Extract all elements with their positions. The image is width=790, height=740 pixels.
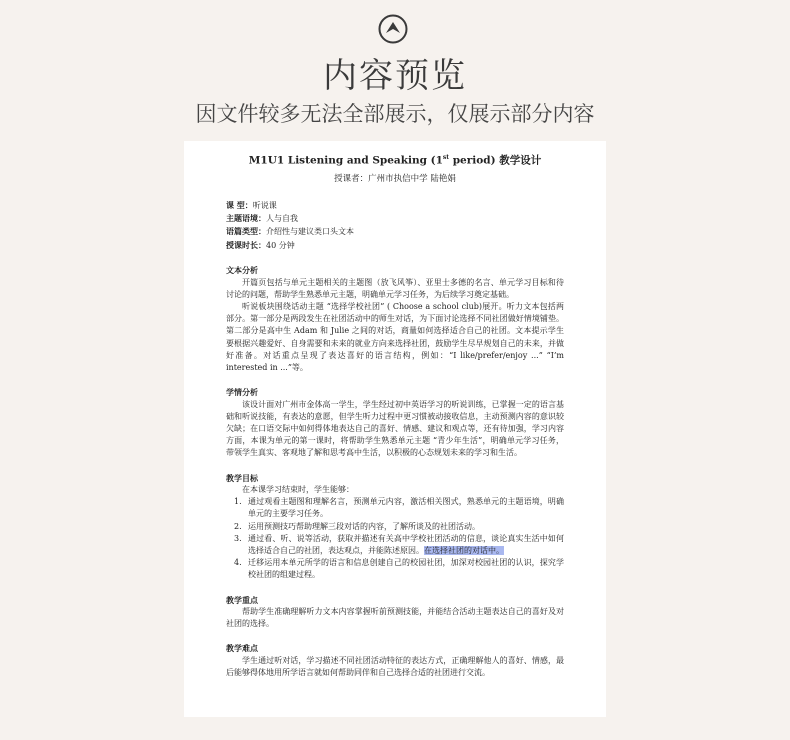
section-heading-text-analysis: 文本分析 xyxy=(226,265,258,276)
meta-row: 课 型：听说课 xyxy=(226,199,277,210)
section-heading-learner-analysis: 学情分析 xyxy=(226,387,258,398)
objectives-intro: 在本课学习结束时，学生能够： xyxy=(242,484,354,494)
list-item: 2. 运用预测技巧帮助理解三段对话的内容，了解所谈及的社团活动。 xyxy=(234,521,480,531)
section-heading-key-points: 教学重点 xyxy=(226,594,258,605)
highlighted-text[interactable]: 在选择社团的对话中。 xyxy=(424,546,504,555)
list-item: 3. 通过看、听、说等活动，获取并描述有关高中学校社团活动的信息，谈论真实生活中如何选择适合自己的社团，表达观点，并能陈述原因。在选择社团的对话中。 xyxy=(234,533,564,555)
list-item: 1. 通过观看主题图和理解名言，预测单元内容，激活相关图式，熟悉单元的主题语境，明确单元的主要学习任务。 xyxy=(234,497,564,519)
document-title: M1U1 Listening and Speaking (1st period) 教学设计 xyxy=(248,154,542,167)
objectives-list xyxy=(226,496,564,581)
page-title: 内容预览 xyxy=(323,56,467,96)
document-preview xyxy=(184,141,606,717)
paragraph: 开篇页包括与单元主题相关的主题图（放飞风筝）、亚里士多德的名言、单元学习目标和待讨论的问题，帮助学生熟悉单元主题，明确单元学习任务，为后续学习奠定基础。 xyxy=(226,277,564,299)
meta-row: 语篇类型：介绍性与建议类口头文本 xyxy=(226,226,354,237)
section-heading-difficulties: 教学难点 xyxy=(226,643,258,654)
meta-row: 主题语境：人与自我 xyxy=(226,212,298,223)
paragraph: 听说板块围绕话动主题 “选择学校社团” ( Choose a school club)展开。听力文本包括两部分。第一部分是两段发生在社团活动中的师生对话，为下面讨论选择不同社团做好情境铺垫。第二部分是高中生 Adam 和 Julie 之间的对话，商量如何选择适合自己的社团。文本提示学生要根据兴趣爱好、自身需要和未来的就业方向来选择社团，鼓励学生尽早规划自己的未来，并做好准备。对话重点呈现了表达喜好的语言结构，例如：“I like/prefer/enjoy ...” “I’m interested in ...”等。 xyxy=(226,301,564,372)
list-item: 4. 迁移运用本单元所学的语言和信息创建自己的校园社团，加深对校园社团的认识，探究学校社团的组建过程。 xyxy=(234,558,564,580)
section-heading-objectives: 教学目标 xyxy=(226,472,258,483)
document-author: 授课者：广州市执信中学 陆艳娟 xyxy=(334,173,456,184)
chevron-up-circle-icon[interactable] xyxy=(378,14,408,44)
paragraph: 学生通过听对话，学习描述不同社团活动特征的表达方式，正确理解他人的喜好、情感，最后能够得体地用所学语言就如何帮助同伴和自己选择合适的社团进行交流。 xyxy=(226,655,564,678)
page-subtitle: 因文件较多无法全部展示，仅展示部分内容 xyxy=(195,102,595,126)
meta-row: 授课时长：40 分钟 xyxy=(226,239,295,250)
paragraph: 帮助学生准确理解听力文本内容掌握听前预测技能，并能结合活动主题表达自己的喜好及对社团的选择。 xyxy=(226,607,564,629)
paragraph: 该设计面对广州市金体高一学生，学生经过初中英语学习的听说训练，已掌握一定的语言基础和听说技能，有表达的意愿，但学生听力过程中更习惯被动接收信息，主动预测内容的意识较欠缺；在口语交际中如何得体地表达自己的喜好、情感、建议和观点等，还有待加强，学习内容方面，本课为单元的第一课时，将帮助学生熟悉单元主题 “青少年生活”，明确单元学习任务，带领学生真实、客观地了解和思考高中生活，以积极的心态规划未来的学习和生活。 xyxy=(226,399,564,458)
